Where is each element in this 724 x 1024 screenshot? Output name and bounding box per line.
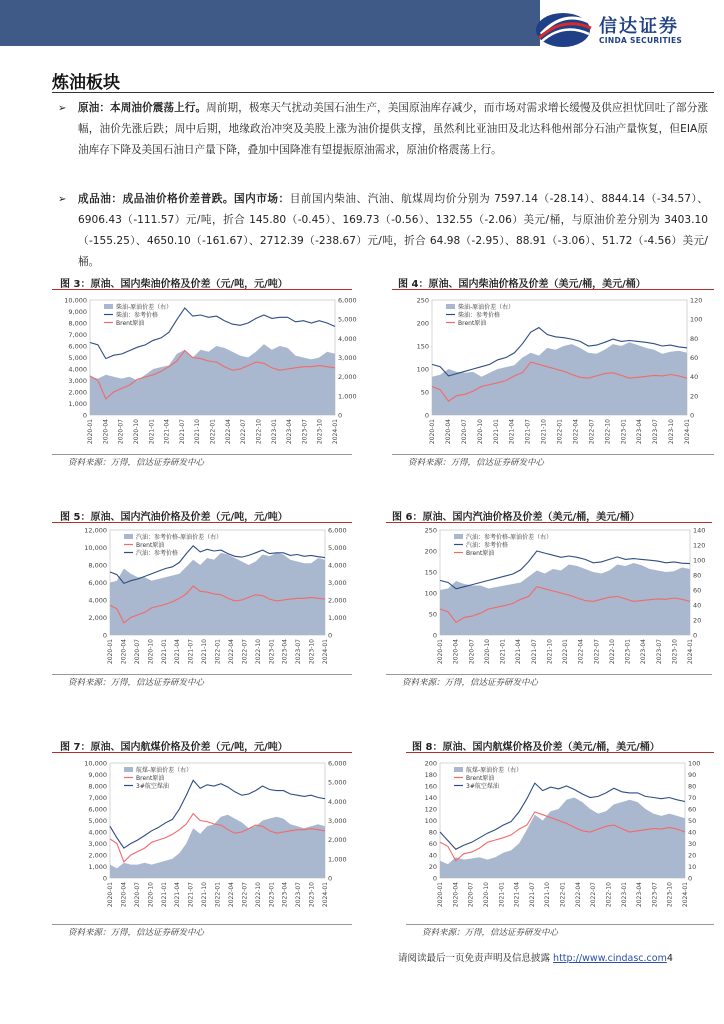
figure-bottom-rule (52, 924, 352, 925)
y-tick-label: 10,000 (84, 759, 107, 768)
x-tick-label: 2023-07 (295, 639, 303, 665)
y2-tick-label: 3,000 (328, 817, 347, 825)
x-tick-label: 2023-07 (655, 639, 663, 665)
x-tick-label: 2021-04 (515, 639, 523, 665)
x-tick-label: 2023-04 (640, 639, 648, 665)
legend-label: 汽油：参考价格-原油价差（右） (136, 534, 223, 541)
y2-tick-label: 4,000 (328, 797, 347, 806)
y-tick-label: 120 (424, 805, 437, 814)
x-tick-label: 2022-01 (214, 882, 222, 908)
y2-tick-label: 1,000 (328, 614, 347, 622)
x-tick-label: 2023-10 (308, 639, 316, 665)
y-tick-label: 1,000 (88, 863, 107, 871)
x-tick-label: 2022-04 (227, 882, 235, 908)
legend-swatch (104, 304, 113, 309)
series-area-spread (440, 798, 685, 879)
products-paragraph (78, 189, 708, 273)
x-tick-label: 2022-10 (254, 882, 262, 908)
figure-title: 图 8：原油、国内航煤价格及价差（美元/桶，美元/桶） (412, 742, 660, 753)
figure-source: 资料来源：万得，信达证券研发中心 (422, 928, 559, 938)
y2-tick-label: 0 (693, 631, 698, 640)
y-tick-label: 3,000 (68, 377, 87, 385)
x-tick-label: 2020-04 (120, 882, 128, 908)
x-tick-label: 2023-04 (286, 419, 294, 445)
y-tick-label: 0 (432, 631, 437, 640)
legend-label: 汽油：参考价格 (466, 542, 509, 549)
y2-tick-label: 1,000 (328, 855, 347, 864)
y2-tick-label: 100 (688, 759, 701, 768)
y2-tick-label: 70 (688, 794, 697, 802)
x-tick-label: 2021-04 (174, 882, 182, 908)
crude-body: 周前期，极寒天气扰动美国石油生产，美国原油库存减少，而市场对需求增长缓慢及供应担忧回吐了部分涨幅，油价先涨后跌；周中后期，地缘政治冲突及美股上涨为油价提供支撑，虽然利比亚油田及北达科他州部分石油产量恢复，但EIA原油库存下降及美国石油日产量下降，叠加中国降准有望提振原油需求，原油价格震荡上行。 (78, 102, 708, 156)
y-tick-label: 2,000 (68, 388, 87, 397)
figure-title-rule (406, 752, 714, 753)
x-tick-label: 2022-10 (255, 419, 263, 445)
y2-tick-label: 100 (693, 556, 706, 565)
y2-tick-label: 20 (690, 392, 699, 401)
legend-label: 航煤-原油价差（右） (466, 767, 523, 774)
y-tick-label: 2,000 (88, 614, 107, 622)
legend-label: 汽油：参考价格 (136, 550, 179, 557)
cinda-logo (533, 8, 713, 52)
y-tick-label: 4,000 (68, 365, 87, 374)
y2-tick-label: 50 (688, 817, 697, 825)
x-tick-label: 2020-07 (460, 419, 468, 445)
chart (397, 295, 722, 455)
crude-lead: 原油：本周油价震荡上行。 (78, 102, 207, 114)
products-lead: 成品油：成品油价格价差普跌。国内市场： (78, 193, 290, 205)
figure-title: 图 3：原油、国内柴油价格及价差（元/吨，元/吨） (60, 279, 288, 290)
y-tick-label: 200 (424, 547, 437, 556)
legend-label: Brent原油 (466, 550, 495, 557)
figure-bottom-rule (406, 924, 714, 925)
x-tick-label: 2023-10 (666, 882, 674, 908)
x-tick-label: 2021-01 (160, 639, 168, 665)
y-tick-label: 5,000 (68, 354, 87, 362)
y-tick-label: 9,000 (68, 308, 87, 316)
y2-tick-label: 6,000 (328, 526, 347, 535)
y2-tick-label: 0 (338, 411, 343, 420)
y-tick-label: 4,000 (88, 828, 107, 837)
y2-tick-label: 5,000 (338, 315, 357, 324)
y-tick-label: 160 (424, 782, 437, 791)
x-tick-label: 2022-10 (605, 882, 613, 908)
figure-title: 图 4：原油、国内柴油价格及价差（美元/桶，美元/桶） (398, 279, 646, 290)
legend-swatch (454, 534, 463, 539)
figure-source: 资料来源：万得，信达证券研发中心 (68, 928, 205, 938)
figure-title: 图 6：原油、国内汽油价格及价差（美元/桶，美元/桶） (392, 512, 640, 523)
y-tick-label: 3,000 (88, 840, 107, 848)
x-tick-label: 2023-04 (636, 882, 644, 908)
y2-tick-label: 4,000 (328, 561, 347, 570)
cinda-emblem-icon (533, 8, 595, 52)
x-tick-label: 2023-07 (301, 419, 309, 445)
x-tick-label: 2022-01 (556, 419, 564, 445)
x-tick-label: 2021-07 (187, 882, 195, 908)
y2-tick-label: 1,000 (338, 392, 357, 401)
x-tick-label: 2023-01 (624, 639, 632, 665)
legend-swatch (454, 767, 463, 772)
chart (405, 525, 724, 675)
y2-tick-label: 80 (688, 782, 697, 791)
x-tick-label: 2022-10 (254, 639, 262, 665)
figure-source: 资料来源：万得，信达证券研发中心 (68, 458, 205, 468)
x-tick-label: 2021-07 (524, 419, 532, 445)
x-tick-label: 2021-07 (530, 639, 538, 665)
y2-tick-label: 90 (688, 771, 697, 779)
y-tick-label: 50 (420, 388, 429, 397)
y-tick-label: 7,000 (68, 331, 87, 339)
x-tick-label: 2020-07 (133, 639, 141, 665)
page-number: 4 (666, 953, 673, 964)
legend-label: Brent原油 (116, 320, 145, 327)
x-tick-label: 2020-10 (147, 639, 155, 665)
y-tick-label: 6,000 (88, 579, 107, 587)
x-tick-label: 2022-04 (224, 419, 232, 445)
x-tick-label: 2023-10 (671, 639, 679, 665)
x-tick-label: 2023-10 (668, 419, 676, 445)
y-tick-label: 2,000 (88, 851, 107, 860)
x-tick-label: 2022-01 (562, 639, 569, 665)
figure-title: 图 7：原油、国内航煤价格及价差（元/吨，元/吨） (60, 742, 288, 753)
legend-label: Brent原油 (458, 320, 487, 327)
y-tick-label: 6,000 (88, 805, 107, 814)
series-area-spread (432, 342, 687, 415)
x-tick-label: 2020-10 (147, 882, 155, 908)
x-tick-label: 2024-01 (322, 639, 329, 665)
products-body: 目前国内柴油、汽油、航煤周均价分别为 7597.14（-28.14）、8844.14（-34.57）、6906.43（-111.57）元/吨，折合 145.80（-0.45）、169.73（-0.56）、132.55（-2.06）美元/桶，与原油价差分别为 3403.10（-155.25）、4650.10（-161.67）、2712.39（-238.67）元/吨，折合 64.98（-2.95）、88.91（-3.06）、51.72（-4.56）美元/桶。 (78, 193, 708, 268)
y2-tick-label: 140 (693, 526, 706, 535)
y-tick-label: 80 (428, 828, 437, 837)
x-tick-label: 2020-01 (87, 419, 94, 445)
crude-paragraph (78, 98, 708, 161)
figure-title-rule (52, 522, 352, 523)
x-tick-label: 2021-01 (499, 639, 507, 665)
x-tick-label: 2020-04 (120, 639, 128, 665)
y-tick-label: 6,000 (68, 342, 87, 351)
figure-source: 资料来源：万得，信达证券研发中心 (408, 458, 545, 468)
y-tick-label: 5,000 (88, 817, 107, 825)
x-tick-label: 2023-04 (281, 639, 289, 665)
y-tick-label: 200 (424, 759, 437, 768)
y2-tick-label: 80 (693, 571, 702, 580)
x-tick-label: 2021-01 (148, 419, 156, 445)
x-tick-label: 2024-01 (332, 419, 339, 445)
chart (55, 295, 370, 455)
y-tick-label: 250 (424, 526, 437, 535)
x-tick-label: 2022-10 (608, 639, 616, 665)
y2-tick-label: 3,000 (328, 579, 347, 587)
x-tick-label: 2021-10 (201, 639, 209, 665)
logo-chinese-name: 信达证券 (599, 16, 679, 37)
x-tick-label: 2023-07 (651, 882, 659, 908)
x-tick-label: 2023-07 (652, 419, 660, 445)
header-bar (0, 0, 540, 46)
x-tick-label: 2020-01 (429, 419, 436, 445)
footer-url-link[interactable]: http://www.cindasc.com (553, 953, 667, 964)
series-area-spread (90, 344, 335, 415)
y-tick-label: 100 (424, 589, 437, 598)
x-tick-label: 2021-01 (160, 882, 168, 908)
x-tick-label: 2023-01 (268, 882, 276, 908)
legend-label: Brent原油 (136, 542, 165, 549)
x-tick-label: 2021-07 (528, 882, 536, 908)
legend-label: 汽油：参考价格-原油价差（右） (466, 534, 553, 541)
x-tick-label: 2020-01 (437, 882, 444, 908)
figure-title: 图 5：原油、国内汽油价格及价差（元/吨，元/吨） (60, 512, 288, 523)
x-tick-label: 2020-01 (107, 882, 114, 908)
x-tick-label: 2021-10 (194, 419, 202, 445)
x-tick-label: 2023-07 (295, 882, 303, 908)
x-tick-label: 2022-07 (593, 639, 601, 665)
x-tick-label: 2020-07 (467, 882, 475, 908)
y-tick-label: 4,000 (88, 596, 107, 605)
x-tick-label: 2021-04 (174, 639, 182, 665)
x-tick-label: 2021-10 (540, 419, 548, 445)
y2-tick-label: 60 (693, 586, 702, 595)
y-tick-label: 200 (416, 319, 429, 328)
x-tick-label: 2023-04 (636, 419, 644, 445)
y-tick-label: 40 (428, 851, 437, 860)
x-tick-label: 2024-01 (322, 882, 329, 908)
y-tick-label: 150 (416, 342, 429, 351)
y-tick-label: 150 (424, 568, 437, 577)
y-tick-label: 20 (428, 863, 437, 871)
x-tick-label: 2023-01 (620, 419, 628, 445)
y2-tick-label: 40 (693, 601, 702, 610)
footer (398, 950, 673, 964)
y-tick-label: 8,000 (68, 319, 87, 328)
x-tick-label: 2021-10 (544, 882, 552, 908)
y2-tick-label: 2,000 (328, 836, 347, 845)
x-tick-label: 2022-04 (574, 882, 582, 908)
y-tick-label: 100 (424, 817, 437, 825)
x-tick-label: 2020-10 (476, 419, 484, 445)
x-tick-label: 2023-01 (270, 419, 278, 445)
legend-label: Brent原油 (466, 775, 495, 782)
x-tick-label: 2022-01 (214, 639, 222, 665)
logo-english-name: CINDA SECURITIES (599, 36, 683, 45)
figure-title-rule (386, 522, 712, 523)
x-tick-label: 2020-07 (133, 882, 141, 908)
y2-tick-label: 2,000 (328, 596, 347, 605)
y-tick-label: 7,000 (88, 794, 107, 802)
legend-swatch (124, 534, 133, 539)
y2-tick-label: 10 (688, 863, 697, 871)
legend-label: 航煤-原油价差（右） (136, 767, 193, 774)
footer-disclaimer: 请阅读最后一页免责声明及信息披露 (398, 953, 551, 964)
legend-label: 3#航空煤油 (136, 783, 169, 790)
y2-tick-label: 4,000 (338, 334, 357, 343)
y2-tick-label: 5,000 (328, 544, 347, 552)
x-tick-label: 2024-01 (684, 419, 691, 445)
y-tick-label: 180 (424, 771, 437, 779)
x-tick-label: 2022-07 (240, 419, 248, 445)
x-tick-label: 2022-07 (241, 882, 249, 908)
x-tick-label: 2022-07 (590, 882, 598, 908)
y2-tick-label: 3,000 (338, 354, 357, 362)
y2-tick-label: 6,000 (338, 296, 357, 305)
x-tick-label: 2021-04 (513, 882, 521, 908)
x-tick-label: 2020-10 (483, 639, 491, 665)
y-tick-label: 60 (428, 840, 437, 848)
y2-tick-label: 120 (690, 296, 703, 305)
y2-tick-label: 40 (688, 828, 697, 837)
x-tick-label: 2021-04 (508, 419, 516, 445)
x-tick-label: 2022-04 (577, 639, 585, 665)
y-tick-label: 0 (102, 874, 107, 883)
y-tick-label: 0 (82, 411, 87, 420)
y2-tick-label: 5,000 (328, 778, 347, 787)
legend-label: 3#航空煤油 (466, 783, 499, 790)
x-tick-label: 2023-04 (281, 882, 289, 908)
y-tick-label: 0 (102, 631, 107, 640)
x-tick-label: 2020-04 (444, 419, 452, 445)
bullet-arrow-icon: ➢ (58, 103, 67, 114)
figure-source: 资料来源：万得，信达证券研发中心 (402, 678, 539, 688)
x-tick-label: 2022-04 (227, 639, 235, 665)
y2-tick-label: 0 (328, 874, 333, 883)
bullet-arrow-icon: ➢ (58, 194, 67, 205)
x-tick-label: 2020-07 (468, 639, 476, 665)
y2-tick-label: 60 (690, 354, 699, 362)
x-tick-label: 2021-10 (201, 882, 209, 908)
y-tick-label: 100 (416, 365, 429, 374)
y2-tick-label: 20 (693, 616, 702, 625)
legend-label: 柴油：参考价格 (458, 312, 501, 319)
x-tick-label: 2023-10 (316, 419, 324, 445)
figure-title-rule (52, 752, 352, 753)
title-divider (52, 92, 714, 93)
y2-tick-label: 60 (688, 805, 697, 814)
x-tick-label: 2021-01 (492, 419, 500, 445)
legend-swatch (124, 767, 133, 772)
figure-title-rule (52, 289, 352, 290)
x-tick-label: 2023-01 (620, 882, 628, 908)
chart (405, 758, 720, 918)
x-tick-label: 2021-10 (546, 639, 554, 665)
y-tick-label: 0 (424, 411, 429, 420)
x-tick-label: 2020-04 (102, 419, 110, 445)
y2-tick-label: 80 (690, 334, 699, 343)
y2-tick-label: 0 (328, 631, 333, 640)
x-tick-label: 2020-01 (437, 639, 444, 665)
x-tick-label: 2020-10 (482, 882, 490, 908)
y-tick-label: 250 (416, 296, 429, 305)
y-tick-label: 0 (432, 874, 437, 883)
x-tick-label: 2020-10 (132, 419, 140, 445)
y2-tick-label: 40 (690, 373, 699, 382)
y-tick-label: 9,000 (88, 771, 107, 779)
x-tick-label: 2020-01 (107, 639, 114, 665)
x-tick-label: 2022-10 (604, 419, 612, 445)
x-tick-label: 2021-07 (187, 639, 195, 665)
x-tick-label: 2024-01 (682, 882, 689, 908)
y-tick-label: 140 (424, 794, 437, 802)
y2-tick-label: 20 (688, 851, 697, 860)
y-tick-label: 12,000 (84, 526, 107, 535)
y2-tick-label: 2,000 (338, 373, 357, 382)
x-tick-label: 2022-01 (209, 419, 217, 445)
y2-tick-label: 30 (688, 840, 697, 848)
legend-swatch (446, 304, 455, 309)
x-tick-label: 2022-04 (572, 419, 580, 445)
x-tick-label: 2020-04 (452, 882, 460, 908)
y2-tick-label: 100 (690, 315, 703, 324)
y-tick-label: 50 (428, 610, 437, 619)
x-tick-label: 2023-01 (268, 639, 276, 665)
x-tick-label: 2024-01 (687, 639, 694, 665)
x-tick-label: 2022-01 (559, 882, 567, 908)
y-tick-label: 1,000 (68, 400, 87, 408)
x-tick-label: 2023-10 (308, 882, 316, 908)
y-tick-label: 8,000 (88, 561, 107, 570)
y2-tick-label: 6,000 (328, 759, 347, 768)
legend-label: 柴油-原油价差（右） (458, 304, 515, 311)
y2-tick-label: 120 (693, 541, 706, 550)
x-tick-label: 2021-07 (178, 419, 186, 445)
y-tick-label: 10,000 (64, 296, 87, 305)
x-tick-label: 2021-01 (498, 882, 506, 908)
y2-tick-label: 0 (688, 874, 693, 883)
figure-source: 资料来源：万得，信达证券研发中心 (68, 678, 205, 688)
section-title: 炼油板块 (52, 73, 120, 93)
legend-label: 柴油-原油价差（右） (116, 304, 173, 311)
legend-label: Brent原油 (136, 775, 165, 782)
figure-title-rule (392, 289, 714, 290)
chart (75, 525, 360, 675)
y2-tick-label: 0 (690, 411, 695, 420)
chart (75, 758, 360, 918)
legend-label: 柴油：参考价格 (116, 312, 159, 319)
x-tick-label: 2020-07 (117, 419, 125, 445)
x-tick-label: 2021-04 (163, 419, 171, 445)
y-tick-label: 8,000 (88, 782, 107, 791)
y-tick-label: 10,000 (84, 544, 107, 552)
x-tick-label: 2022-07 (241, 639, 249, 665)
x-tick-label: 2022-07 (588, 419, 596, 445)
x-tick-label: 2020-04 (452, 639, 460, 665)
